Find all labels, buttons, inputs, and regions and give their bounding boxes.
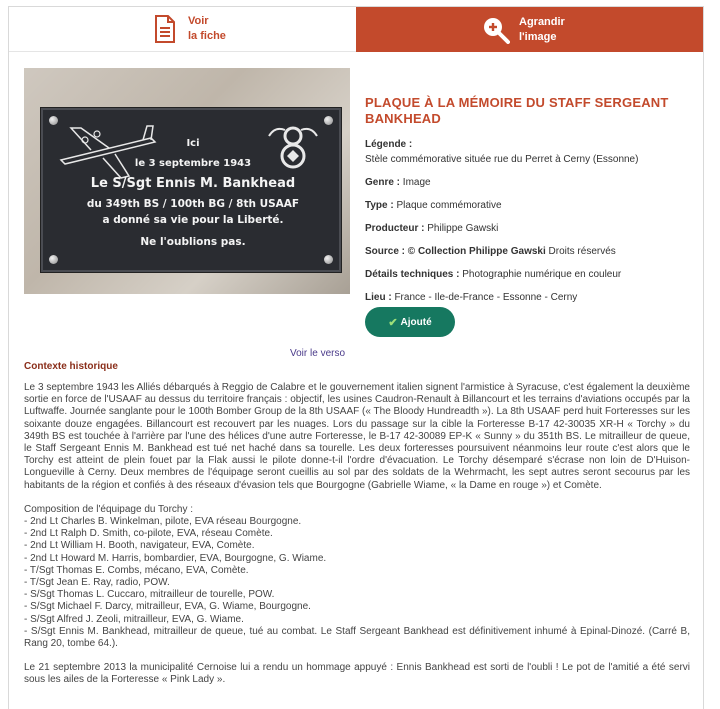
field-source (365, 244, 695, 259)
crew-list-title: Composition de l'équipage du Torchy : (24, 503, 194, 515)
view-tabs (9, 7, 703, 52)
legende-value: Stèle commémorative située rue du Perret à Cerny (Essonne) (365, 154, 639, 165)
producteur-value: Philippe Gawski (427, 223, 499, 234)
type-label: Type : (365, 200, 394, 211)
field-legende (365, 137, 695, 167)
checkmark-icon: ✔ (388, 316, 398, 329)
screw (49, 255, 58, 264)
field-type (365, 198, 695, 213)
memorial-plaque (41, 108, 341, 272)
source-rights: Droits réservés (548, 246, 616, 257)
added-button-label: Ajouté (400, 316, 432, 328)
type-value: Plaque commémorative (396, 200, 502, 211)
tab-voir-fiche-label: Voir la fiche (188, 15, 226, 42)
tab-agrandir-image-label: Agrandir l'image (519, 15, 565, 43)
crew-member: - 2nd Lt Howard M. Harris, bombardier, EVA, Bourgogne, G. Wiame. (24, 552, 327, 564)
added-button[interactable] (365, 307, 455, 337)
lieu-value: France - Ile-de-France - Essonne - Cerny (394, 292, 578, 303)
zoom-in-icon (481, 15, 511, 45)
context-paragraph-3: Le 21 septembre 2013 la municipalité Cernoise lui a rendu un hommage appuyé : Ennis Bankhead est sorti de l'oubli ! Le pot de l'amitié a été servi sous les ailes de la Forteresse « Pink Lady ». (24, 662, 690, 686)
lieu-label: Lieu : (365, 292, 392, 303)
document-icon (150, 14, 180, 44)
voir-le-verso-link[interactable]: Voir le verso (290, 348, 346, 359)
details-label: Détails techniques : (365, 269, 460, 280)
producteur-label: Producteur : (365, 223, 425, 234)
crew-member: - T/Sgt Thomas E. Combs, mécano, EVA, Comète. (24, 564, 249, 576)
context-body (24, 382, 690, 699)
record-details (365, 95, 695, 305)
plaque-line-2: le 3 septembre 1943 (134, 158, 252, 169)
field-lieu (365, 290, 695, 305)
record-title: PLAQUE À LA MÉMOIRE DU STAFF SERGEANT BANKHEAD (365, 95, 669, 126)
crew-member: - S/Sgt Thomas L. Cuccaro, mitrailleur de tourelle, POW. (24, 589, 275, 601)
tab-agrandir-image[interactable] (356, 7, 703, 52)
legende-label: Légende : (365, 139, 413, 150)
genre-label: Genre : (365, 177, 401, 188)
details-value: Photographie numérique en couleur (462, 269, 622, 280)
plaque-photo[interactable] (24, 68, 350, 294)
crew-member: - 2nd Lt Charles B. Winkelman, pilote, EVA réseau Bourgogne. (24, 516, 302, 528)
crew-list (24, 504, 690, 650)
crew-member: - 2nd Lt Ralph D. Smith, co-pilote, EVA, réseau Comète. (24, 528, 273, 540)
crew-member: - S/Sgt Michael F. Darcy, mitrailleur, EVA, G. Wiame, Bourgogne. (24, 601, 311, 613)
field-producteur (365, 221, 695, 236)
context-title: Contexte historique (24, 361, 118, 372)
field-details-techniques (365, 267, 695, 282)
source-label: Source : (365, 246, 406, 257)
plaque-line-3: Le S/Sgt Ennis M. Bankhead (90, 176, 296, 191)
crew-member: - T/Sgt Jean E. Ray, radio, POW. (24, 577, 170, 589)
plaque-line-5: a donné sa vie pour la Liberté. (102, 214, 284, 226)
screw (324, 116, 333, 125)
tab-voir-fiche[interactable] (9, 7, 356, 52)
plaque-line-1: Ici (186, 138, 200, 149)
genre-value: Image (402, 177, 431, 188)
bomber-plane-icon (51, 120, 161, 180)
crew-member: - S/Sgt Alfred J. Zeoli, mitrailleur, EVA, G. Wiame. (24, 613, 244, 625)
plaque-line-4: du 349th BS / 100th BG / 8th USAAF (86, 198, 300, 210)
crew-member: - 2nd Lt William H. Booth, navigateur, EVA, Comète. (24, 540, 255, 552)
plaque-line-6: Ne l'oublions pas. (140, 236, 246, 248)
source-value: © Collection Philippe Gawski (407, 246, 546, 257)
crew-member: - S/Sgt Ennis M. Bankhead, mitrailleur de queue, tué au combat. Le Staff Sergeant Bankhead est définitivement inhumé à Epinal-Dinozé. (Carré B, Rang 20, tombe 64.). (24, 625, 690, 650)
field-genre (365, 175, 695, 190)
screw (324, 255, 333, 264)
context-paragraph-1: Le 3 septembre 1943 les Alliés débarqués à Reggio de Calabre et le gouvernement italien signent l'armistice à Syracuse, c'est également la deuxième sortie en force de l'USAAF au dessus du territoire français : objectif, les usines Caudron-Renault à Billancourt et les terrains d'aviations occupés par la Luftwaffe. Journée sanglante pour le 100th Bomber Group de la 8th USAAF (« The Bloody Hundreadth »). La 8th USAAF perd huit Forteresses sur les soixante douze engagées. Billancourt est recouvert par les nuages. Lors du passage sur la cible la Forteresse B-17 42-30035 XR-H « Torchy » du 349th BS est touchée à l'arrière par l'une des hélices d'une autre Forteresse, le B-17 42-30089 EP-K « Sunny » du 351th BS. Le mitrailleur de queue, le Staff Sergeant Ennis M. Bankhead est tué net haché dans sa tourelle. Les deux forteresses poursuivent néanmoins leur route c'est alors que le Torchy est atteint de plein fouet par la Flak aussi le pilote donne-t-il l'ordre d'évacuation. Le Torchy désemparé s'écrase non loin de D'Huison-Longueville à Cerny. Deux membres de l'équipage seront cueillis au sol par des soldats de la Wehrmacht, les sept autres seront secourus par les habitants de la région et confiés à des réseaux d'évasion tels que Bourgogne (Gabrielle Wiame, « la Dame en rouge ») et Comète. (24, 382, 690, 491)
record-panel (8, 6, 704, 709)
